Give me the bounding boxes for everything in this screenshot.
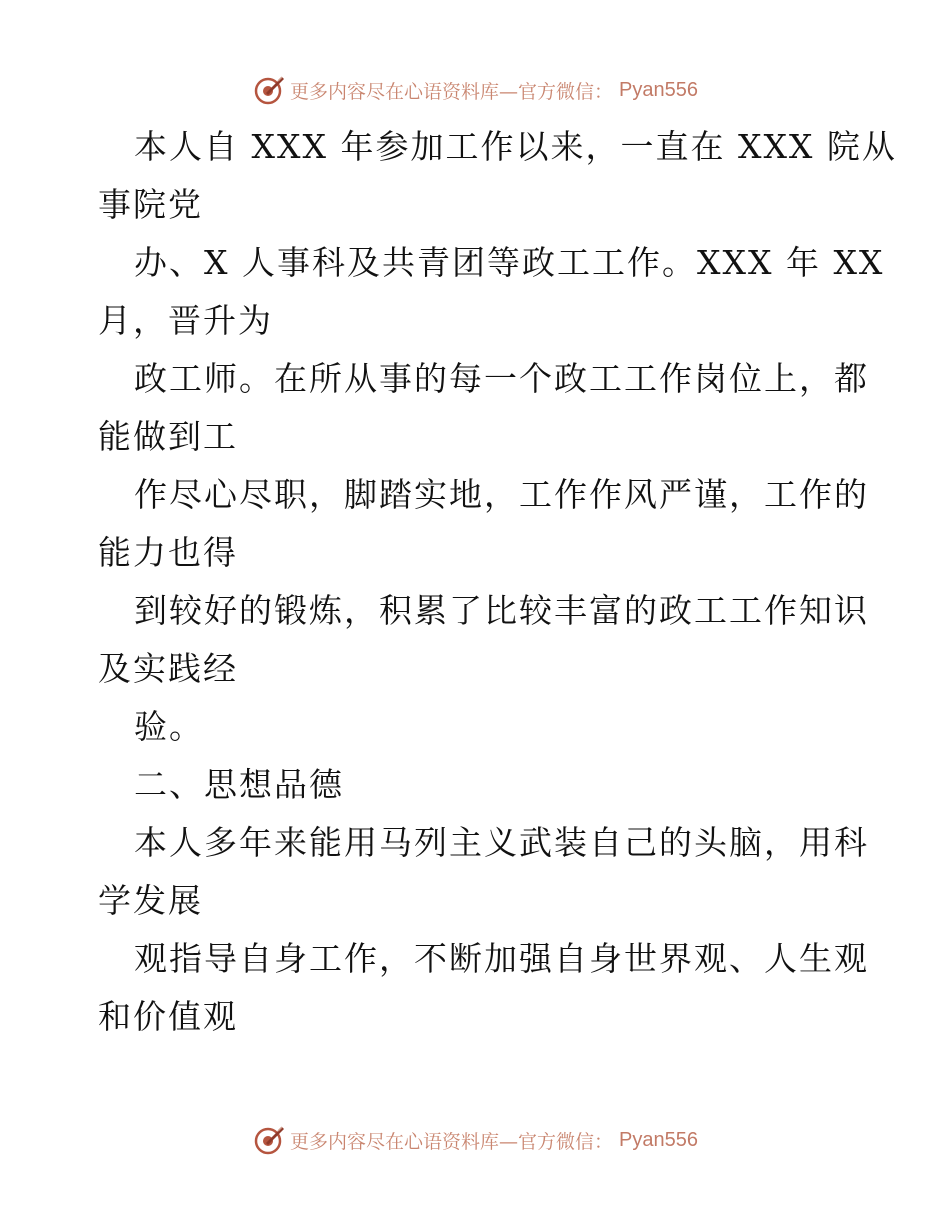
- paragraph-line: 能力也得: [98, 533, 238, 572]
- paragraph-line: 能做到工: [98, 417, 238, 456]
- header-watermark: [0, 72, 950, 108]
- paragraph-line: 本人多年来能用马列主义武装自己的头脑，用科: [134, 823, 869, 862]
- paragraph-line: 验。: [134, 707, 204, 746]
- paragraph-line: 月，晋升为: [98, 301, 273, 340]
- paragraph-line: 办、X 人事科及共青团等政工工作。XXX 年 XX: [134, 243, 885, 282]
- paragraph-line: 作尽心尽职，脚踏实地，工作作风严谨，工作的: [134, 475, 869, 514]
- pen-logo-icon: [252, 1123, 286, 1157]
- paragraph-line: 和价值观: [98, 997, 238, 1036]
- paragraph-line: 本人自 XXX 年参加工作以来，一直在 XXX 院从: [134, 127, 897, 166]
- watermark-wechat-id: Pyan556: [619, 1128, 698, 1151]
- watermark-text: 更多内容尽在心语资料库—官方微信：: [290, 1130, 614, 1153]
- footer-watermark: [0, 1122, 950, 1158]
- watermark-wechat-id: Pyan556: [619, 78, 698, 101]
- section-heading: 二、思想品德: [134, 765, 344, 804]
- paragraph-line: 事院党: [98, 185, 203, 224]
- paragraph-line: 到较好的锻炼，积累了比较丰富的政工工作知识: [134, 591, 869, 630]
- paragraph-line: 政工师。在所从事的每一个政工工作岗位上，都: [134, 359, 869, 398]
- watermark-text: 更多内容尽在心语资料库—官方微信：: [290, 80, 614, 103]
- paragraph-line: 学发展: [98, 881, 203, 920]
- paragraph-line: 及实践经: [98, 649, 238, 688]
- pen-logo-icon: [252, 73, 286, 107]
- paragraph-line: 观指导自身工作，不断加强自身世界观、人生观: [134, 939, 869, 978]
